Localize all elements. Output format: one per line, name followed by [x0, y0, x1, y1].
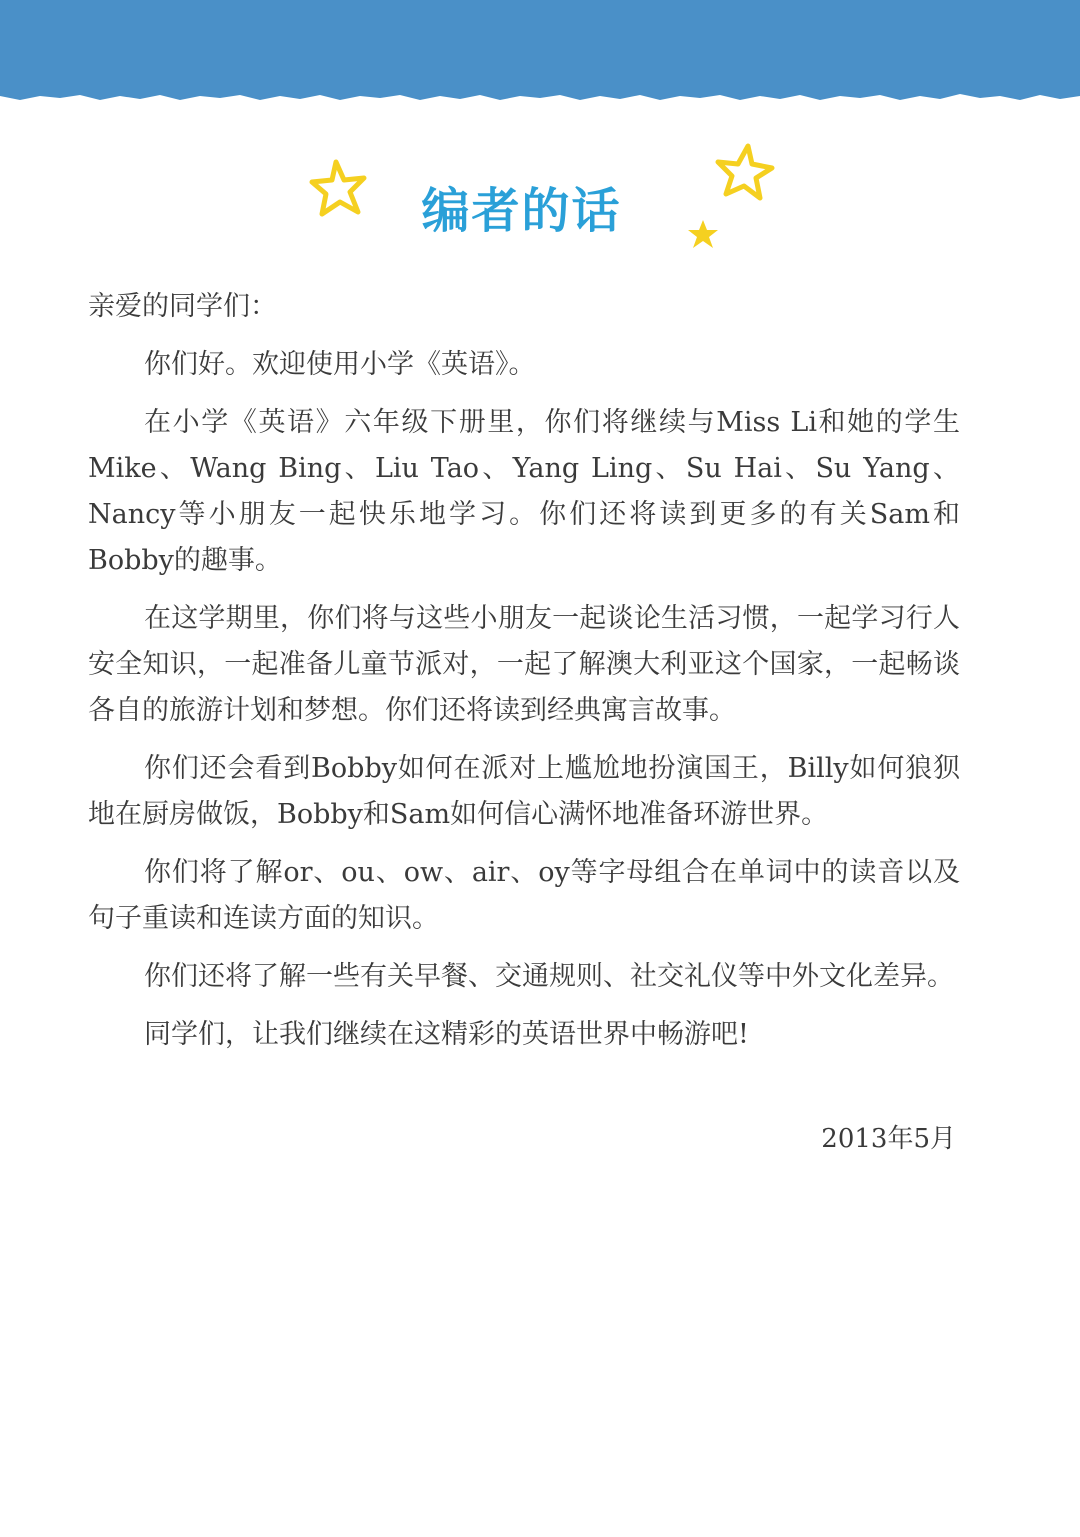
signature-date: 2013年5月	[821, 1124, 956, 1154]
top-blue-banner	[0, 0, 1080, 110]
paragraph: 在这学期里，你们将与这些小朋友一起谈论生活习惯，一起学习行人安全知识，一起准备儿童节派对，一起了解澳大利亚这个国家，一起畅谈各自的旅游计划和梦想。你们还将读到经典寓言故事。	[88, 603, 960, 726]
paragraph: 你们将了解or、ou、ow、air、oy等字母组合在单词中的读音以及句子重读和连读方面的知识。	[88, 857, 960, 934]
paragraph: 你们还将了解一些有关早餐、交通规则、社交礼仪等中外文化差异。	[144, 961, 954, 992]
letter-body	[88, 284, 960, 1070]
paragraph: 在小学《英语》六年级下册里，你们将继续与Miss Li和她的学生Mike、Wang Bing、Liu Tao、Yang Ling、Su Hai、Su Yang、Nancy等小朋友一起快乐地学习。你们还将读到更多的有关Sam和Bobby的趣事。	[88, 407, 960, 576]
paragraph: 你们好。欢迎使用小学《英语》。	[144, 349, 536, 380]
page-title: 编者的话	[421, 183, 622, 239]
paragraph: 同学们，让我们继续在这精彩的英语世界中畅游吧!	[144, 1019, 749, 1050]
paragraph: 你们还会看到Bobby如何在派对上尴尬地扮演国王，Billy如何狼狈地在厨房做饭，Bobby和Sam如何信心满怀地准备环游世界。	[88, 753, 960, 830]
greeting: 亲爱的同学们：	[88, 291, 277, 322]
